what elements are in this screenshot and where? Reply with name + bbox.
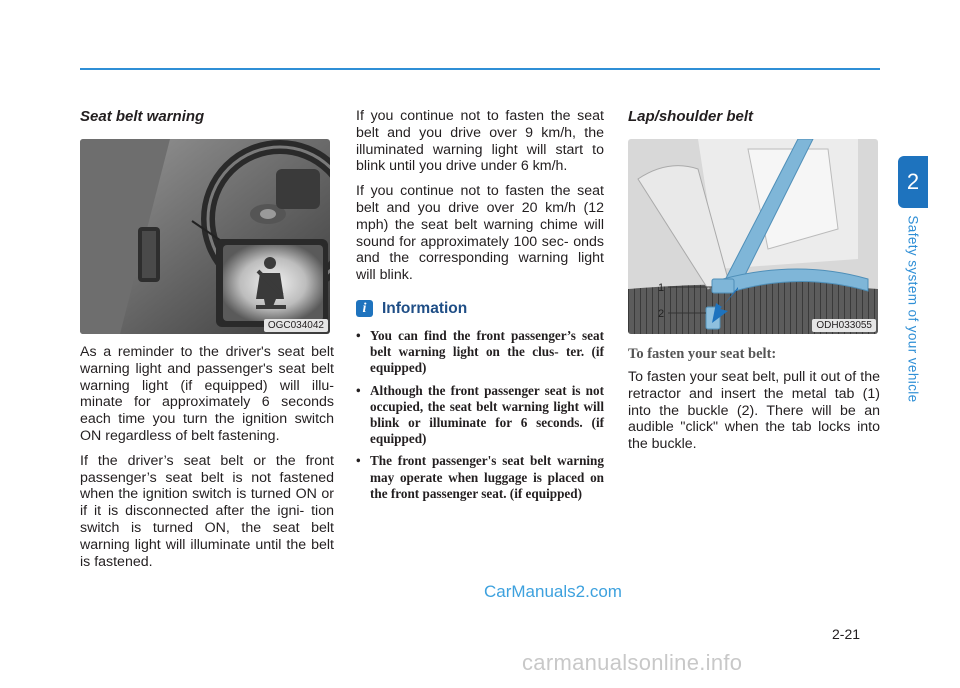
- paragraph: As a reminder to the driver's seat belt warning light and passenger's seat belt warning light (if equipped) will illu- minate for approximately 6 seconds each time you turn the ignition switch ON regardless of belt fastening.: [80, 344, 334, 444]
- callout-1: 1: [658, 282, 665, 294]
- figure-lap-shoulder-belt: [628, 139, 878, 334]
- chapter-title-vertical: [904, 214, 922, 404]
- dashboard-illustration: [80, 139, 330, 334]
- belt-illustration: [628, 139, 878, 334]
- watermark-link[interactable]: CarManuals2.com: [484, 582, 622, 601]
- figure-code: OGC034042: [264, 319, 328, 332]
- paragraph: If you continue not to fasten the seat belt and you drive over 9 km/h, the illuminated warning light will start to blink until you drive under 6 km/h.: [356, 108, 604, 175]
- column-1: [80, 108, 334, 578]
- column-2: [356, 108, 604, 508]
- figure-code: ODH033055: [812, 319, 876, 332]
- chapter-number: 2: [906, 169, 920, 194]
- paragraph: If the driver’s seat belt or the front passenger’s seat belt is not fastened when the ignition switch is turned ON or if it is disconnected after the igni- tion switch is turned ON, the seat belt warning light will illuminate until the belt is fastened.: [80, 452, 334, 570]
- information-icon: i: [356, 300, 373, 317]
- callout-2: 2: [658, 308, 665, 320]
- paragraph: If you continue not to fasten the seat belt and you drive over 20 km/h (12 mph) the seat belt warning chime will sound for approximately 100 sec- onds and the corresponding warning light will blink.: [356, 183, 604, 284]
- column-3: [628, 108, 880, 461]
- list-item: • Although the front passenger seat is not occupied, the seat belt warning light will blink or illuminate for 6 seconds. (if equipped): [356, 383, 604, 448]
- information-title: Information: [382, 299, 468, 317]
- paragraph: To fasten your seat belt, pull it out of the retractor and insert the metal tab (1) into the buckle (2). There will be an audible "click" when the tab locks into the buckle.: [628, 369, 880, 453]
- list-item: • The front passenger's seat belt warning may operate when luggage is placed on the front passenger seat. (if equipped): [356, 453, 604, 502]
- chapter-tab: [898, 156, 928, 208]
- section-heading-lap-shoulder-belt: Lap/shoulder belt: [628, 108, 754, 125]
- figure-seat-belt-warning: [80, 139, 330, 334]
- footer-watermark: carmanualsonline.info: [522, 650, 743, 675]
- list-item: • You can find the front passenger’s seat belt warning light on the clus- ter. (if equipped): [356, 328, 604, 377]
- information-header: [356, 300, 604, 318]
- subheading-to-fasten: To fasten your seat belt:: [628, 346, 777, 362]
- section-heading-seat-belt-warning: Seat belt warning: [80, 108, 205, 125]
- top-rule: [80, 68, 880, 70]
- information-list: [356, 328, 604, 502]
- page-number: 2-21: [832, 626, 861, 642]
- chapter-title: Safety system of your vehicle: [905, 215, 921, 403]
